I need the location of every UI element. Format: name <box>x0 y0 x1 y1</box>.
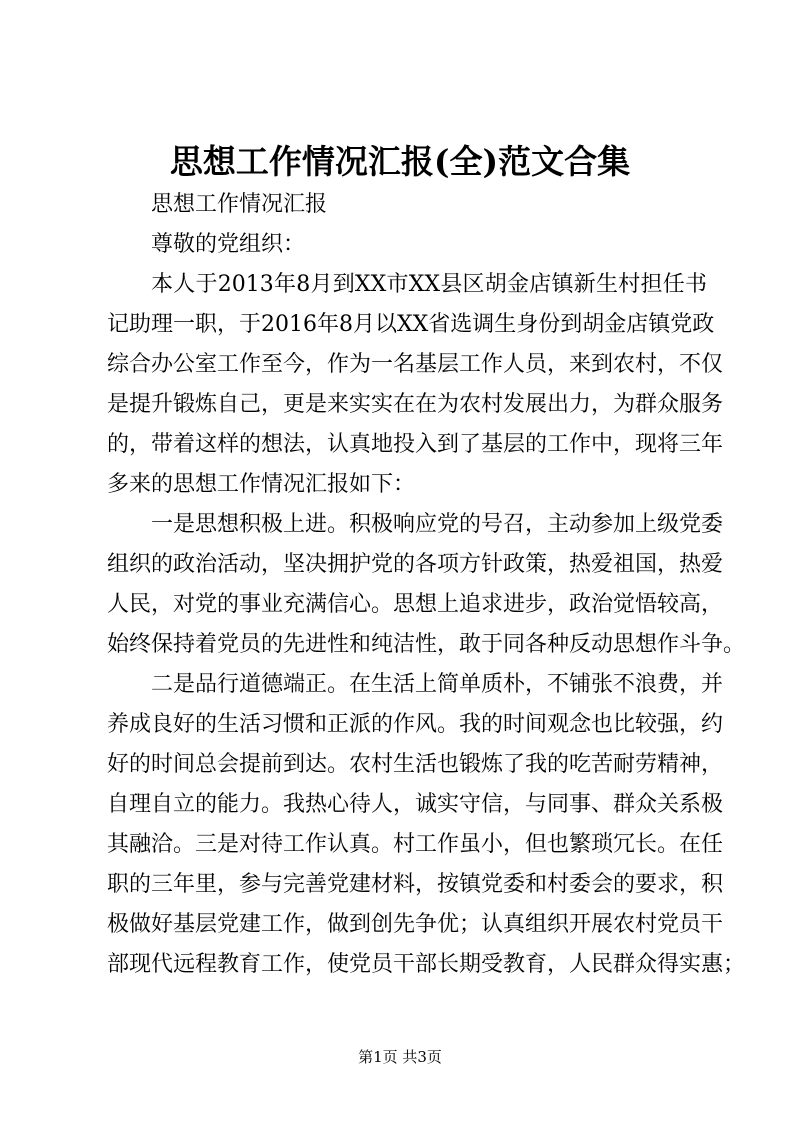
text-line: 是提升锻炼自己，更是来实实在在为农村发展出力，为群众服务 <box>107 392 724 417</box>
text-line: 尊敬的党组织： <box>151 232 306 257</box>
text-line: 本人于2013年8月到XX市XX县区胡金店镇新生村担任书 <box>151 272 707 297</box>
text-line: 自理自立的能力。我热心待人，诚实守信，与同事、群众关系极 <box>107 792 724 817</box>
text-line: 部现代远程教育工作，使党员干部长期受教育，人民群众得实惠； <box>107 952 746 977</box>
text-line: 其融洽。三是对待工作认真。村工作虽小，但也繁琐冗长。在任 <box>107 832 724 857</box>
text-line: 的，带着这样的想法，认真地投入到了基层的工作中，现将三年 <box>107 432 724 457</box>
text-line: 好的时间总会提前到达。农村生活也锻炼了我的吃苦耐劳精神， <box>107 752 724 777</box>
document-title: 思想工作情况汇报(全)范文合集 <box>169 142 631 181</box>
text-line: 思想工作情况汇报 <box>151 192 328 217</box>
text-line: 组织的政治活动，坚决拥护党的各项方针政策，热爱祖国，热爱 <box>107 552 724 577</box>
text-line: 极做好基层党建工作，做到创先争优；认真组织开展农村党员干 <box>107 912 724 937</box>
text-line: 多来的思想工作情况汇报如下： <box>107 472 416 497</box>
text-line: 始终保持着党员的先进性和纯洁性，敢于同各种反动思想作斗争。 <box>107 632 746 657</box>
text-line: 一是思想积极上进。积极响应党的号召，主动参加上级党委 <box>151 512 724 537</box>
page-number-footer: 第1页 共3页 <box>358 1048 442 1066</box>
text-line: 记助理一职，于2016年8月以XX省选调生身份到胡金店镇党政 <box>107 312 715 337</box>
text-line: 二是品行道德端正。在生活上简单质朴，不铺张不浪费，并 <box>151 672 724 697</box>
text-line: 综合办公室工作至今，作为一名基层工作人员，来到农村，不仅 <box>107 352 724 377</box>
text-line: 职的三年里，参与完善党建材料，按镇党委和村委会的要求，积 <box>107 872 724 897</box>
text-line: 人民，对党的事业充满信心。思想上追求进步，政治觉悟较高， <box>107 592 724 617</box>
document-body <box>107 185 746 985</box>
text-line: 养成良好的生活习惯和正派的作风。我的时间观念也比较强，约 <box>107 712 724 737</box>
